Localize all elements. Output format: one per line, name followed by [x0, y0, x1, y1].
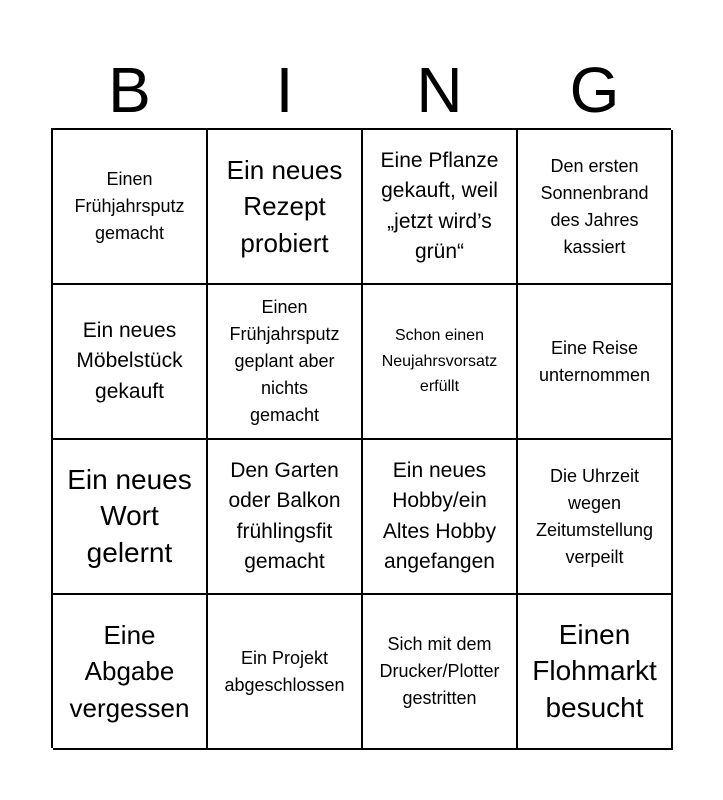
bingo-cell[interactable]: Ein neues Möbelstück gekauft	[53, 285, 208, 440]
header-letter-n: N	[416, 54, 463, 126]
bingo-cell[interactable]: Einen Frühjahrsputz gemacht	[53, 130, 208, 285]
bingo-cell[interactable]: Schon einen Neujahrsvorsatz erfüllt	[363, 285, 518, 440]
bingo-cell[interactable]: Eine Abgabe vergessen	[53, 595, 208, 750]
bingo-cell[interactable]: Ein neues Rezept probiert	[208, 130, 363, 285]
bingo-grid	[51, 128, 671, 748]
bingo-cell[interactable]: Die Uhrzeit wegen Zeitumstellung verpeilt	[518, 440, 673, 595]
bingo-cell[interactable]: Eine Reise unternommen	[518, 285, 673, 440]
bingo-cell[interactable]: Einen Frühjahrsputz geplant aber nichts gemacht	[208, 285, 363, 440]
bingo-cell[interactable]: Eine Pflanze gekauft, weil „jetzt wird’s grün“	[363, 130, 518, 285]
bingo-cell[interactable]: Den ersten Sonnenbrand des Jahres kassiert	[518, 130, 673, 285]
header-letter-i: I	[275, 54, 294, 126]
bingo-cell[interactable]: Ein neues Wort gelernt	[53, 440, 208, 595]
bingo-cell[interactable]: Ein neues Hobby/ein Altes Hobby angefangen	[363, 440, 518, 595]
bingo-header	[52, 52, 672, 128]
bingo-cell[interactable]: Sich mit dem Drucker/Plotter gestritten	[363, 595, 518, 750]
header-letter-g: G	[569, 54, 620, 126]
bingo-cell[interactable]: Einen Flohmarkt besucht	[518, 595, 673, 750]
header-letter-b: B	[108, 54, 151, 126]
bingo-cell[interactable]: Den Garten oder Balkon frühlingsfit gemacht	[208, 440, 363, 595]
bingo-cell[interactable]: Ein Projekt abgeschlossen	[208, 595, 363, 750]
